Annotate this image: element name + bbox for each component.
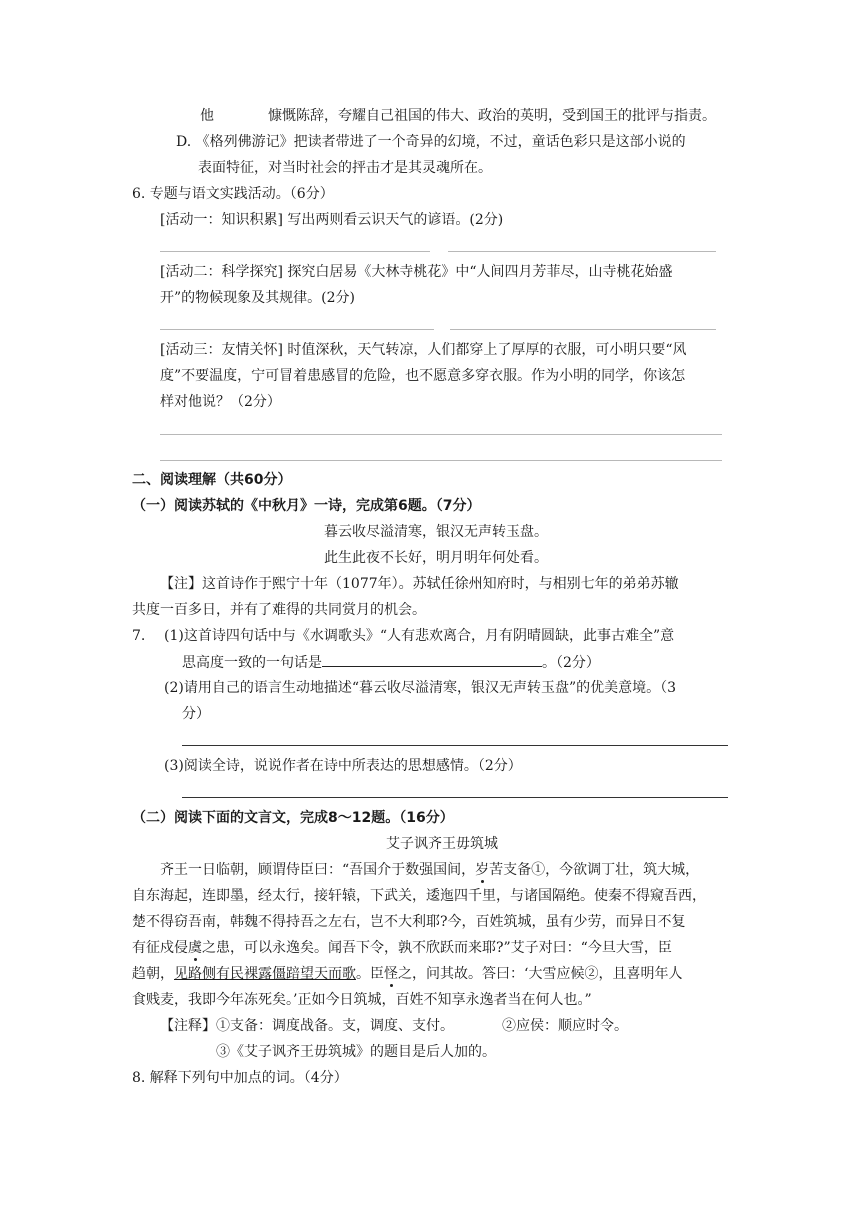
essay-line-6: 食贱麦，我即今年冻死矣。’正如今日筑城，百姓不知享永逸者当在何人也。”	[132, 992, 592, 1008]
q7-sub3-answer-line[interactable]	[182, 797, 728, 798]
option-c-lead: 他	[200, 108, 214, 124]
underlined-sentence: 见路侧有民裸露僵踣望天而歌	[174, 966, 356, 982]
essay-line-3: 楚不得窃吾南，韩魏不得持吾之左右，岂不大利耶?今，百姓筑城，虽有少劳，而异日不复	[132, 914, 686, 930]
option-d-line2: 表面特征，对当时社会的抨击才是其灵魂所在。	[198, 160, 492, 176]
q6-answer-line-2b[interactable]	[450, 329, 716, 330]
q6-activity3-line1: [活动三：友情关怀] 时值深秋，天气转凉，人们都穿上了厚厚的衣服，可小明只要“风	[160, 342, 687, 358]
essay-note-b: ②应侯：顺应时令。	[502, 1018, 628, 1034]
q7-number: 7.	[132, 628, 146, 644]
dotted-word-guai: 怪	[384, 966, 398, 982]
q6-title: 6. 专题与语文实践活动。（6分）	[132, 186, 334, 202]
q8-title: 8. 解释下列句中加点的词。（4分）	[132, 1070, 348, 1086]
poem-note-line2: 共度一百多日，并有了难得的共同赏月的机会。	[132, 602, 426, 618]
part1-title: （一）阅读苏轼的《中秋月》一诗，完成第6题。（7分）	[132, 498, 481, 514]
section2-title: 二、阅读理解（共60分）	[132, 472, 292, 488]
essay-title: 艾子讽齐王毋筑城	[386, 836, 498, 852]
option-d-line1: D. 《格列佛游记》把读者带进了一个奇异的幻境，不过，童话色彩只是这部小说的	[176, 134, 686, 150]
q6-answer-line-1b[interactable]	[448, 251, 716, 252]
poem-note-line1: 【注】这首诗作于熙宁十年（1077年）。苏轼任徐州知府时，与相别七年的弟弟苏辙	[160, 576, 679, 592]
essay-note-a: 【注释】①支备：调度战备。支，调度、支付。	[160, 1018, 454, 1034]
q7-sub3: (3)阅读全诗，说说作者在诗中所表达的思想感情。（2分）	[164, 758, 522, 774]
q6-answer-line-3b[interactable]	[160, 460, 722, 461]
q6-answer-line-3a[interactable]	[160, 434, 722, 435]
option-c-text: 慷慨陈辞，夸耀自己祖国的伟大、政治的英明，受到国王的批评与指责。	[268, 108, 716, 124]
q7-sub2-line2: 分）	[182, 706, 210, 722]
q7-sub2-answer-line[interactable]	[182, 745, 728, 746]
q6-activity1: [活动一：知识积累] 写出两则看云识天气的谚语。(2分)	[160, 212, 504, 228]
q7-sub1-line2: 思高度一致的一句话是 。（2分）	[182, 652, 600, 673]
part2-title: （二）阅读下面的文言文，完成8～12题。（16分）	[132, 810, 454, 826]
essay-note-c: ③《艾子讽齐王毋筑城》的题目是后人加的。	[216, 1044, 496, 1060]
essay-line-4: 有征戍侵虞之患，可以永逸矣。闻吾下令，孰不欣跃而来耶?”艾子对曰：“今旦大雪，臣	[132, 940, 672, 956]
dotted-word-yu: 虞	[188, 940, 202, 956]
q7-sub2-line1: (2)请用自己的语言生动地描述“暮云收尽溢清寒，银汉无声转玉盘”的优美意境。（3	[164, 680, 677, 696]
q6-answer-line-2a[interactable]	[160, 329, 434, 330]
q6-activity2-line2: 开”的物候现象及其规律。(2分)	[160, 290, 355, 306]
q6-activity3-line3: 样对他说？（2分）	[160, 394, 281, 410]
dotted-word-sui: 岁	[475, 862, 490, 878]
essay-line-2: 自东海起，连即墨，经太行，接轩辕，下武关，逶迤四千里，与诸国隔绝。使秦不得窥吾西，	[132, 888, 706, 904]
q7-sub1-blank[interactable]	[322, 652, 542, 667]
poem-line-2: 此生此夜不长好，明月明年何处看。	[324, 550, 548, 566]
q6-answer-line-1a[interactable]	[160, 251, 430, 252]
q6-activity2-line1: [活动二：科学探究] 探究白居易《大林寺桃花》中“人间四月芳菲尽，山寺桃花始盛	[160, 264, 673, 280]
essay-line-5: 趋朝，见路侧有民裸露僵踣望天而歌。臣怪之，问其故。答曰：‘大雪应候②，且喜明年人	[132, 966, 683, 982]
poem-line-1: 暮云收尽溢清寒，银汉无声转玉盘。	[324, 524, 548, 540]
essay-line-1: 齐王一日临朝，顾谓侍臣曰：“吾国介于数强国间，岁苦支备①，今欲调丁壮，筑大城，	[160, 862, 700, 878]
q7-sub1-line1: (1)这首诗四句话中与《水调歌头》“人有悲欢离合，月有阴晴圆缺，此事古难全”意	[164, 628, 675, 644]
q6-activity3-line2: 度”不要温度，宁可冒着患感冒的危险，也不愿意多穿衣服。作为小明的同学，你该怎	[160, 368, 686, 384]
